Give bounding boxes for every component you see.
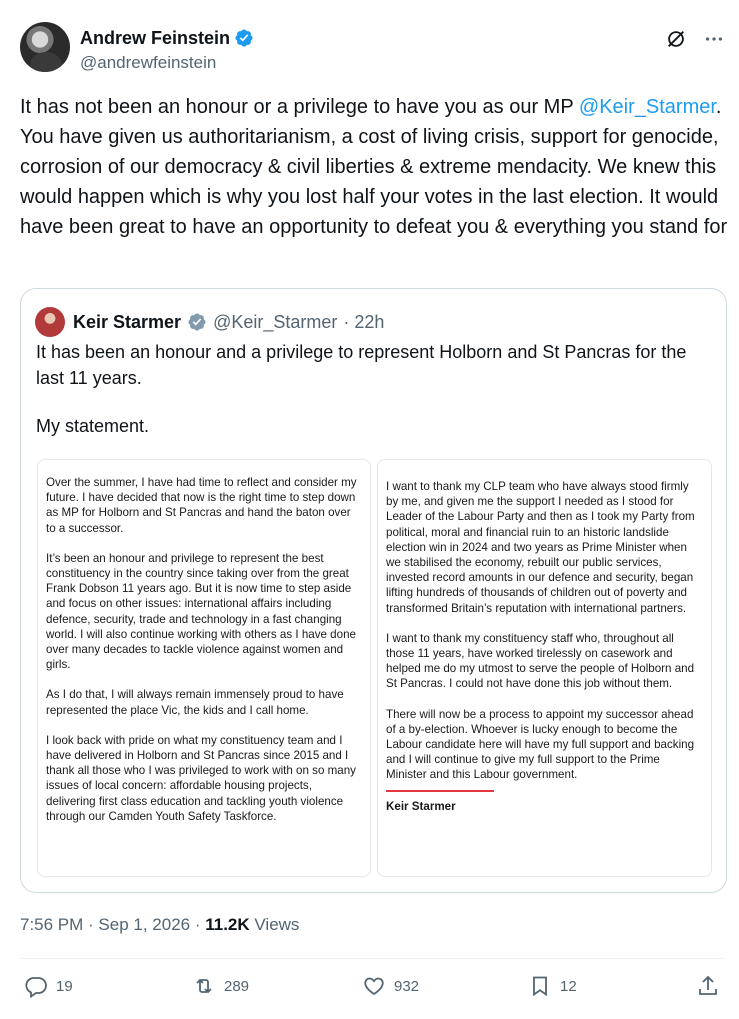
quoted-author-avatar (35, 307, 65, 337)
reply-icon (24, 974, 48, 998)
mention-link[interactable]: @Keir_Starmer (578, 96, 716, 118)
quoted-text-line: It has been an honour and a privilege to represent Holborn and St Pancras for the last 11 years. (36, 342, 687, 388)
bookmark-button[interactable] (528, 974, 577, 998)
quoted-author-handle: @Keir_Starmer (213, 311, 338, 332)
action-bar (24, 974, 724, 1006)
tweet-timestamp[interactable]: 7:56 PM · Sep 1, 2026 · (20, 915, 206, 934)
statement-paragraph: There will now be a process to appoint my successor ahead of a by-election. Whoever is lucky enough to become the Labour candidate here will have my full support and backing and I will continue to give my full support to the Prime Minister and this Labour government. (386, 707, 695, 782)
share-icon (696, 974, 720, 998)
quoted-author-name: Keir Starmer (73, 311, 182, 332)
reply-count: 19 (56, 977, 73, 995)
like-button[interactable] (362, 974, 419, 998)
more-options-icon[interactable] (703, 28, 725, 50)
author-name-block (80, 26, 254, 75)
statement-paragraph: As I do that, I will always remain immensely proud to have represented the place Vic, the kids and I call home. (46, 688, 344, 717)
views-label: Views (249, 915, 300, 934)
statement-image-right[interactable] (377, 459, 712, 877)
author-handle[interactable]: @andrewfeinstein (80, 53, 217, 72)
statement-paragraph: It’s been an honour and privilege to represent the best constituency in the country since taking over from the great Frank Dobson 11 years ago. But it is now time to step aside and focus on other issues: international affairs including defence, security, trade and technology in a fast changing world. I will also continue working with others as I have done over many decades to tackle violence against women and girls. (46, 551, 356, 672)
author-display-name[interactable] (80, 26, 254, 50)
tweet-text-end: . You have given us authoritarianism, a cost of living crisis, support for genocide, corrosion of our democracy & civil liberties & extreme mendacity. We knew this would happen which is why you lost half your votes in the last election. It would have been great to have an opportunity to defeat you & everything you stand for (20, 96, 728, 238)
bookmark-icon (528, 974, 552, 998)
quoted-tweet-text (36, 339, 716, 461)
statement-paragraph: I look back with pride on what my constituency team and I have delivered in Holborn and St Pancras since 2015 and I thank all those who I was privileged to work with on so many issues of local concern: affordable housing projects, delivering first class education and tackling youth violence through our Camden Youth Safety Taskforce. (46, 733, 356, 823)
like-count: 932 (394, 977, 420, 995)
tweet-header (20, 22, 725, 78)
repost-icon (192, 974, 216, 998)
tweet-text-start: It has not been an honour or a privilege to have you as our MP (20, 96, 579, 118)
statement-signature: Keir Starmer (386, 799, 456, 813)
verified-badge-gray-icon (187, 312, 207, 332)
statement-image-left[interactable] (37, 459, 371, 877)
tweet-text (20, 92, 730, 242)
quoted-tweet-header (35, 307, 384, 337)
repost-button[interactable] (192, 974, 249, 998)
author-name[interactable]: Andrew Feinstein (80, 28, 231, 48)
grok-icon[interactable] (665, 28, 687, 50)
tweet-meta (20, 915, 299, 935)
views-count: 11.2K (205, 915, 250, 934)
bookmark-count: 12 (560, 977, 577, 995)
quoted-tweet-time: · 22h (343, 311, 385, 332)
statement-paragraph: Over the summer, I have had time to reflect and consider my future. I have decided that now is the right time to step down as MP for Holborn and St Pancras and hand the baton over to a successor. (46, 476, 357, 535)
author-avatar[interactable] (20, 22, 70, 72)
verified-badge-icon[interactable] (234, 28, 254, 48)
statement-paragraph: I want to thank my constituency staff who, throughout all those 11 years, have worked tirelessly on casework and helped me do my utmost to serve the people of Holborn and St Pancras. I could not have done this job without them. (386, 631, 695, 691)
repost-count: 289 (224, 977, 250, 995)
statement-paragraph: I want to thank my CLP team who have always stood firmly by me, and given me the support I needed as I stood for Leader of the Labour Party and then as I took my Party from political, moral and financial ruin to an historic landslide election win in 2024 and two years as Prime Minister when we stabilised the economy, rebuilt our public services, invested record amounts in our defence and security, began lifting hundreds of thousands of children out of poverty and transformed Britain’s reputation with international partners. (386, 480, 695, 615)
heart-icon (362, 974, 386, 998)
share-button[interactable] (696, 974, 720, 998)
quoted-text-line: My statement. (36, 416, 150, 436)
reply-button[interactable] (24, 974, 73, 998)
quoted-tweet[interactable] (20, 288, 727, 893)
divider (20, 958, 725, 959)
signature-divider (386, 790, 494, 792)
